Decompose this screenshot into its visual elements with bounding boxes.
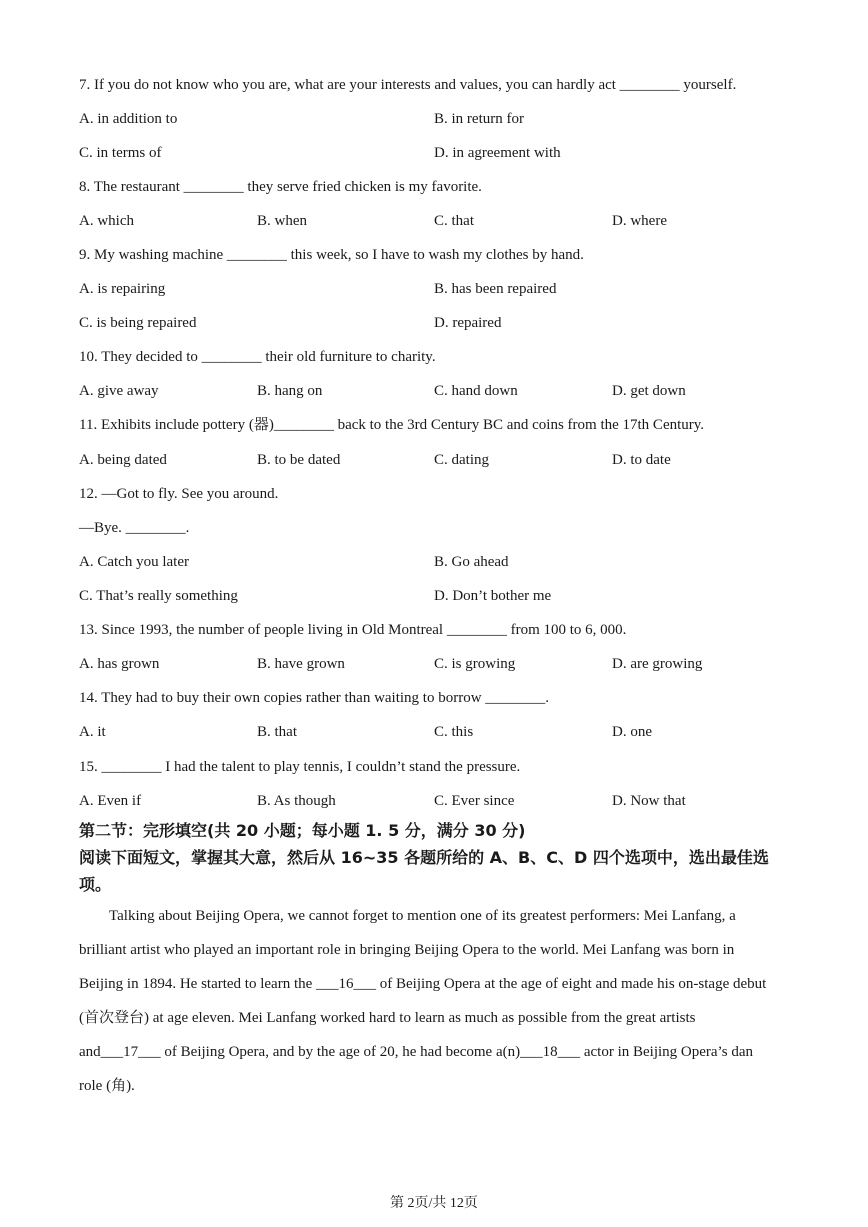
question-12-stem: 12. —Got to fly. See you around. bbox=[79, 486, 279, 502]
question-10-option-a: A. give away bbox=[79, 383, 159, 399]
question-15-option-b: B. As though bbox=[257, 793, 336, 809]
question-10-stem: 10. They decided to ________ their old furniture to charity. bbox=[79, 349, 436, 365]
question-8-stem: 8. The restaurant ________ they serve fried chicken is my favorite. bbox=[79, 179, 482, 195]
passage-line-6: role (角). bbox=[79, 1078, 135, 1094]
question-13-option-a: A. has grown bbox=[79, 656, 160, 672]
question-8-option-d: D. where bbox=[612, 213, 667, 229]
question-11-option-d: D. to date bbox=[612, 452, 671, 468]
question-15-option-c: C. Ever since bbox=[434, 793, 515, 809]
question-12-option-c: C. That’s really something bbox=[79, 588, 238, 604]
question-9-option-a: A. is repairing bbox=[79, 281, 166, 297]
question-13-option-b: B. have grown bbox=[257, 656, 345, 672]
question-7-stem: 7. If you do not know who you are, what are your interests and values, you can hardly act ________ yourself. bbox=[79, 77, 737, 93]
question-14-stem: 14. They had to buy their own copies rather than waiting to borrow ________. bbox=[79, 690, 550, 706]
question-13-stem: 13. Since 1993, the number of people living in Old Montreal ________ from 100 to 6, 000. bbox=[79, 622, 627, 638]
question-12-option-b: B. Go ahead bbox=[434, 554, 509, 570]
question-11-option-b: B. to be dated bbox=[257, 452, 341, 468]
passage-line-3: Beijing in 1894. He started to learn the ___16___ of Beijing Opera at the age of eight and made his on-stage debut bbox=[79, 976, 767, 992]
section-instruction-line-2: 项。 bbox=[79, 875, 112, 894]
passage-line-4: (首次登台) at age eleven. Mei Lanfang worked hard to learn as much as possible from the great artists bbox=[79, 1010, 696, 1026]
section-instruction-line-1: 阅读下面短文，掌握其大意，然后从 16~35 各题所给的 A、B、C、D 四个选项中，选出最佳选 bbox=[79, 848, 769, 867]
page-number-footer: 第 2页/共 12页 bbox=[390, 1196, 478, 1211]
question-14-option-c: C. this bbox=[434, 724, 474, 740]
question-10-option-b: B. hang on bbox=[257, 383, 323, 399]
question-9-option-c: C. is being repaired bbox=[79, 315, 197, 331]
question-9-option-d: D. repaired bbox=[434, 315, 502, 331]
question-10-option-c: C. hand down bbox=[434, 383, 518, 399]
question-8-option-a: A. which bbox=[79, 213, 134, 229]
question-15-stem: 15. ________ I had the talent to play tennis, I couldn’t stand the pressure. bbox=[79, 759, 521, 775]
question-15-option-d: D. Now that bbox=[612, 793, 686, 809]
section-title: 第二节：完形填空(共 20 小题；每小题 1. 5 分，满分 30 分) bbox=[79, 821, 526, 840]
question-13-option-c: C. is growing bbox=[434, 656, 516, 672]
question-10-option-d: D. get down bbox=[612, 383, 686, 399]
question-15-option-a: A. Even if bbox=[79, 793, 142, 809]
question-8-option-b: B. when bbox=[257, 213, 307, 229]
question-8-option-c: C. that bbox=[434, 213, 474, 229]
question-14-option-b: B. that bbox=[257, 724, 297, 740]
question-9-stem: 9. My washing machine ________ this week, so I have to wash my clothes by hand. bbox=[79, 247, 584, 263]
question-7-option-c: C. in terms of bbox=[79, 145, 162, 161]
question-14-option-d: D. one bbox=[612, 724, 652, 740]
question-7-option-a: A. in addition to bbox=[79, 111, 178, 127]
question-7-option-b: B. in return for bbox=[434, 111, 524, 127]
question-11-stem: 11. Exhibits include pottery (器)________ back to the 3rd Century BC and coins from the 17th Century. bbox=[79, 417, 705, 433]
question-13-option-d: D. are growing bbox=[612, 656, 703, 672]
question-7-option-d: D. in agreement with bbox=[434, 145, 561, 161]
passage-line-2: brilliant artist who played an important role in bringing Beijing Opera to the world. Mei Lanfang was born in bbox=[79, 942, 735, 958]
question-11-option-a: A. being dated bbox=[79, 452, 167, 468]
question-12-option-d: D. Don’t bother me bbox=[434, 588, 552, 604]
question-14-option-a: A. it bbox=[79, 724, 106, 740]
passage-line-1: Talking about Beijing Opera, we cannot forget to mention one of its greatest performers: Mei Lanfang, a bbox=[109, 908, 736, 924]
question-12-option-a: A. Catch you later bbox=[79, 554, 189, 570]
question-11-option-c: C. dating bbox=[434, 452, 489, 468]
question-9-option-b: B. has been repaired bbox=[434, 281, 557, 297]
question-12-stem-reply: —Bye. ________. bbox=[79, 520, 190, 536]
passage-line-5: and___17___ of Beijing Opera, and by the age of 20, he had become a(n)___18___ actor in Beijing Opera’s dan bbox=[79, 1044, 753, 1060]
